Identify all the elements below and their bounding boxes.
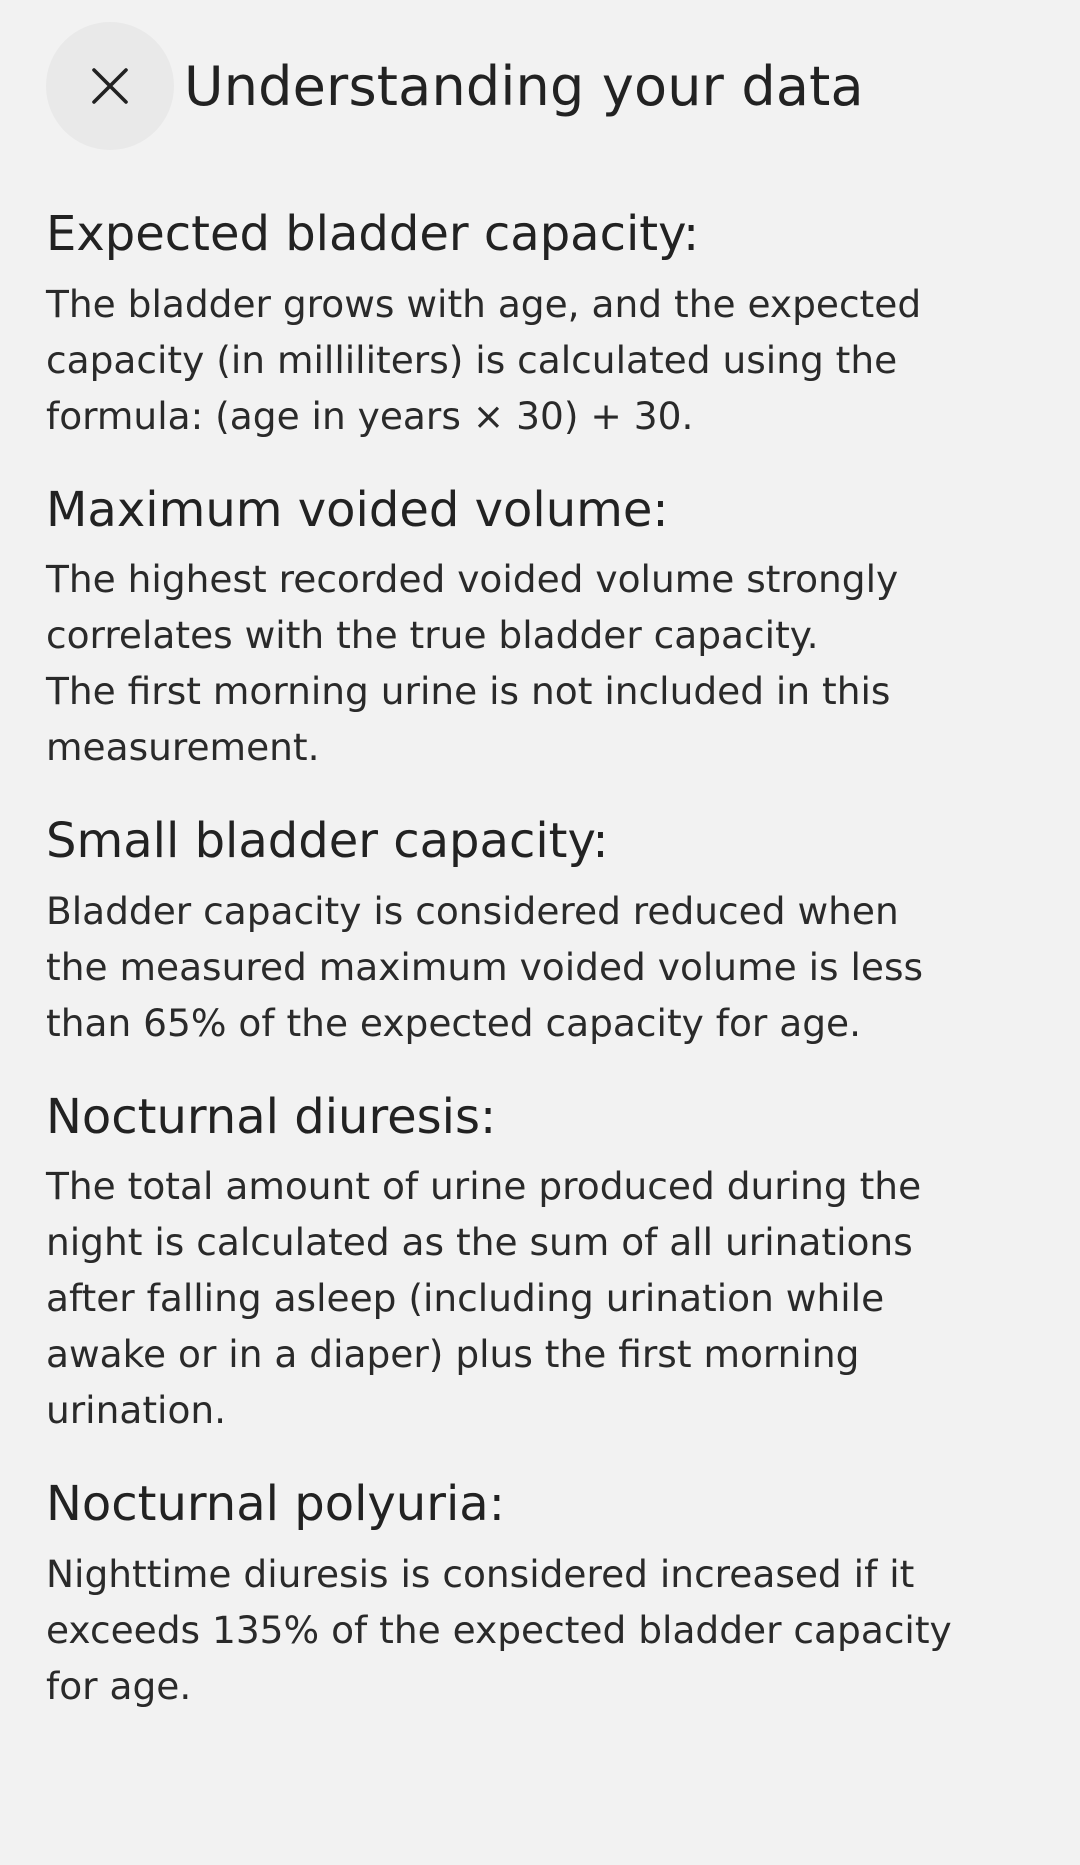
section-heading: Maximum voided volume:: [46, 481, 669, 538]
section-body: [46, 551, 1046, 775]
body-line: than 65% of the expected capacity for age.: [46, 1000, 862, 1045]
section-body: [46, 1158, 1046, 1438]
body-line: awake or in a diaper) plus the first morning: [46, 1332, 860, 1377]
body-line: correlates with the true bladder capacity.: [46, 613, 819, 658]
body-line: night is calculated as the sum of all urinations: [46, 1220, 913, 1265]
body-line: urination.: [46, 1388, 227, 1433]
body-line: Nighttime diuresis is considered increased if it: [46, 1551, 915, 1596]
body-line: for age.: [46, 1663, 192, 1708]
section-body: [46, 1546, 1046, 1714]
section-nocturnal-polyuria: [46, 1476, 1046, 1714]
body-line: The total amount of urine produced during the: [46, 1164, 922, 1209]
page-title: Understanding your data: [184, 54, 864, 118]
section-heading: Expected bladder capacity:: [46, 206, 700, 262]
section-maximum-voided-volume: [46, 482, 1046, 776]
section-expected-bladder-capacity: [46, 206, 1046, 444]
section-heading: Nocturnal polyuria:: [46, 1476, 505, 1533]
section-small-bladder-capacity: [46, 813, 1046, 1051]
body-line: exceeds 135% of the expected bladder capacity: [46, 1607, 952, 1652]
section-heading: Small bladder capacity:: [46, 813, 609, 870]
body-line: The highest recorded voided volume strongly: [46, 557, 899, 602]
body-line: formula: (age in years × 30) + 30.: [46, 393, 694, 438]
section-nocturnal-diuresis: [46, 1089, 1046, 1439]
content-area: [46, 206, 1046, 1752]
body-line: capacity (in milliliters) is calculated using the: [46, 337, 898, 382]
header: [46, 22, 864, 150]
body-line: the measured maximum voided volume is less: [46, 944, 924, 989]
close-icon: [90, 66, 130, 106]
body-line: The first morning urine is not included in this: [46, 669, 891, 714]
body-line: The bladder grows with age, and the expected: [46, 281, 922, 326]
section-heading: Nocturnal diuresis:: [46, 1088, 497, 1145]
body-line: Bladder capacity is considered reduced when: [46, 888, 899, 933]
close-button[interactable]: [46, 22, 174, 150]
body-line: after falling asleep (including urination while: [46, 1276, 885, 1321]
section-body: [46, 883, 1046, 1051]
body-line: measurement.: [46, 725, 320, 770]
section-body: [46, 276, 1046, 444]
